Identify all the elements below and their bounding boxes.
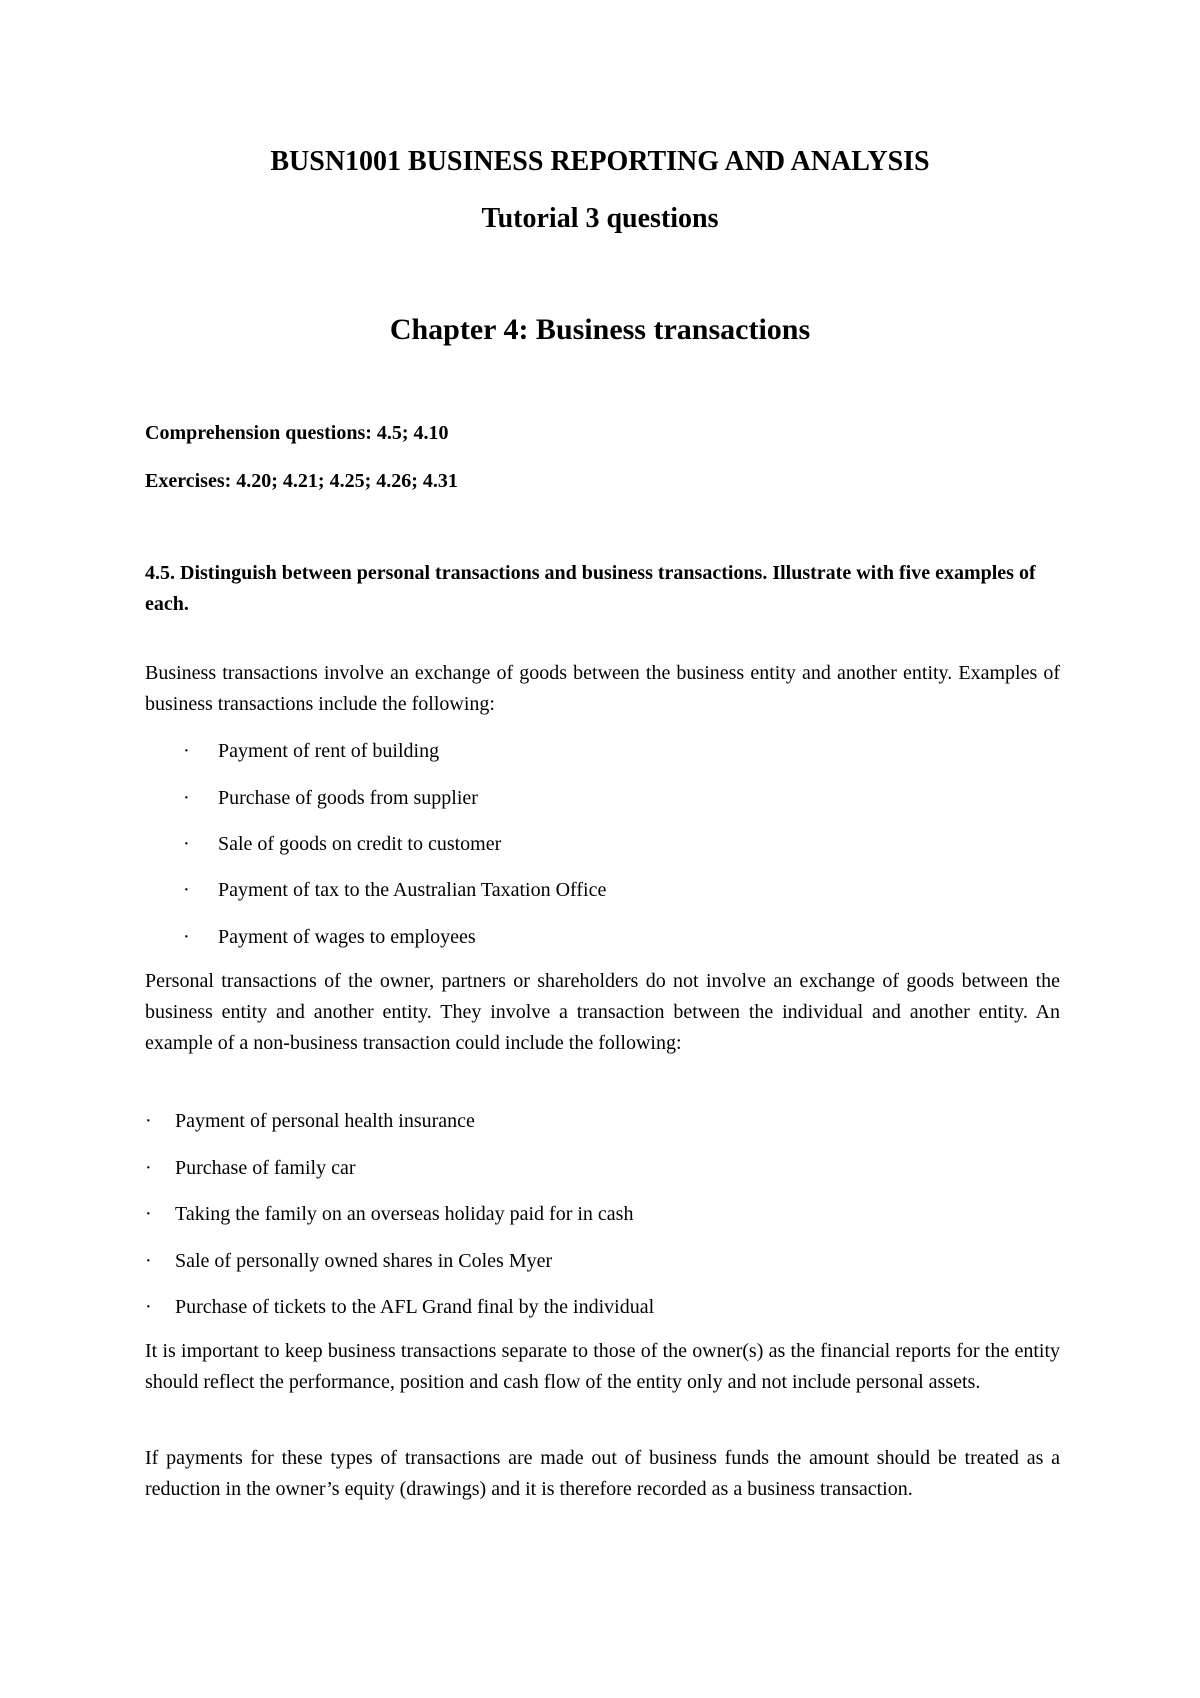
- list-item-text: Payment of tax to the Australian Taxation Office: [218, 879, 607, 901]
- list-item-text: Taking the family on an overseas holiday paid for in cash: [175, 1203, 634, 1225]
- bullet-icon: ·: [183, 787, 190, 809]
- list-item-text: Purchase of goods from supplier: [218, 787, 478, 809]
- chapter-title: Chapter 4: Business transactions: [389, 313, 811, 346]
- list-item-text: Payment of personal health insurance: [175, 1110, 475, 1132]
- bullet-icon: ·: [145, 1250, 152, 1272]
- bullet-icon: ·: [183, 833, 190, 855]
- bullet-icon: ·: [145, 1203, 152, 1225]
- bullet-icon: ·: [183, 926, 190, 948]
- bullet-icon: ·: [183, 879, 190, 901]
- comprehension-questions: Comprehension questions: 4.5; 4.10: [145, 422, 449, 444]
- list-item-text: Purchase of tickets to the AFL Grand final by the individual: [175, 1296, 655, 1318]
- question-heading: 4.5. Distinguish between personal transactions and business transactions. Illustrate with five examples of each.: [145, 562, 1036, 615]
- bullet-icon: ·: [145, 1110, 152, 1132]
- list-item-text: Payment of rent of building: [218, 740, 440, 762]
- tutorial-title: Tutorial 3 questions: [481, 203, 719, 234]
- bullet-icon: ·: [145, 1157, 152, 1179]
- bullet-icon: ·: [183, 740, 190, 762]
- personal-intro-paragraph: Personal transactions of the owner, partners or shareholders do not involve an exchange of goods between the business entity and another entity. They involve a transaction between the individual and another entity. An example of a non-business transaction could include the following:: [145, 970, 1060, 1054]
- course-title: BUSN1001 BUSINESS REPORTING AND ANALYSIS: [270, 146, 930, 177]
- payments-paragraph: If payments for these types of transactions are made out of business funds the amount should be treated as a reduction in the owner’s equity (drawings) and it is therefore recorded as a business transaction.: [145, 1447, 1060, 1500]
- bullet-icon: ·: [145, 1296, 152, 1318]
- list-item-text: Purchase of family car: [175, 1157, 356, 1179]
- list-item-text: Payment of wages to employees: [218, 926, 476, 948]
- list-item-text: Sale of goods on credit to customer: [218, 833, 502, 855]
- list-item-text: Sale of personally owned shares in Coles Myer: [175, 1250, 553, 1272]
- importance-paragraph: It is important to keep business transactions separate to those of the owner(s) as the financial reports for the entity should reflect the performance, position and cash flow of the entity only and not include personal assets.: [145, 1340, 1060, 1393]
- business-intro-paragraph: Business transactions involve an exchange of goods between the business entity and another entity. Examples of business transactions include the following:: [145, 662, 1060, 715]
- exercises-list: Exercises: 4.20; 4.21; 4.25; 4.26; 4.31: [145, 470, 458, 492]
